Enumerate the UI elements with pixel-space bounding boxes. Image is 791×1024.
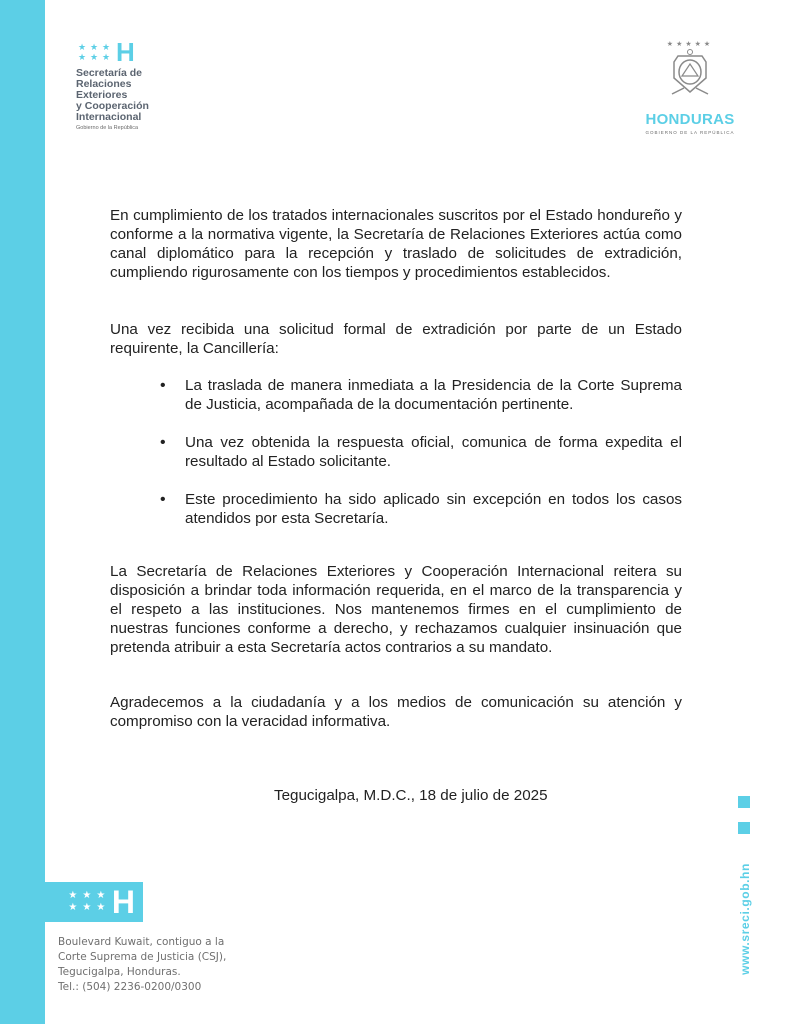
honduras-seal-logo: [640, 40, 740, 135]
list-item: • Una vez obtenida la respuesta oficial, comunica de forma expedita el resultado al Estado solicitante.: [110, 433, 682, 471]
footer-logo: [45, 882, 143, 922]
paragraph-2: Una vez recibida una solicitud formal de extradición por parte de un Estado requirente, la Cancillería:: [110, 321, 682, 357]
seal-stars-icon: ★★★★★: [666, 41, 714, 48]
ministry-logo-mark: [76, 37, 186, 67]
ministry-name: Secretaría de Relaciones Exteriores y Cooperación Internacional: [76, 67, 149, 123]
dateline: Tegucigalpa, M.D.C., 18 de julio de 2025: [274, 787, 548, 804]
country-name: HONDURAS: [645, 111, 735, 128]
footer-h-letter: H: [111, 884, 135, 920]
paragraph-1: En cumplimiento de los tratados internacionales suscritos por el Estado hondureño y conforme a la normativa vigente, la Secretaría de Relaciones Exteriores actúa como canal diplomático para la recepción y traslado de solicitudes de extradición, cumpliendo rigurosamente con los tiempos y procedimientos establecidos.: [110, 207, 682, 281]
decorative-square-icon: [738, 796, 750, 808]
star-icon-group: ★ ★ ★ ★ ★ ★: [77, 42, 111, 62]
ministry-logo: [76, 37, 186, 131]
decorative-square-icon: [738, 822, 750, 834]
side-accent-band: [0, 0, 45, 1024]
country-subtitle: GOBIERNO DE LA REPÚBLICA: [645, 130, 735, 135]
coat-of-arms-icon: [668, 48, 712, 100]
list-item: • Este procedimiento ha sido aplicado sin excepción en todos los casos atendidos por esta Secretaría.: [110, 490, 682, 528]
paragraph-4: Agradecemos a la ciudadanía y a los medios de comunicación su atención y compromiso con la veracidad informativa.: [110, 694, 682, 730]
logo-h-letter: H: [116, 37, 135, 67]
footer-star-icon-group: ★ ★ ★ ★ ★ ★: [68, 890, 106, 913]
procedure-list: [110, 376, 682, 528]
paragraph-3: La Secretaría de Relaciones Exteriores y Cooperación Internacional reitera su disposición a brindar toda información requerida, en el marco de la transparencia y el respeto a las instituciones. Nos mantenemos firmes en el cumplimiento de nuestras funciones conforme a derecho, y rechazamos cualquier insinuación que pretenda atribuir a esta Secretaría actos contrarios a su mandato.: [110, 563, 682, 656]
website-link[interactable]: www.sreci.gob.hn: [738, 863, 752, 975]
footer-address: Boulevard Kuwait, contiguo a la Corte Suprema de Justicia (CSJ), Tegucigalpa, Honduras. Tel.: (504) 2236-0200/0300: [58, 936, 227, 993]
list-item: • La traslada de manera inmediata a la Presidencia de la Corte Suprema de Justicia, acompañada de la documentación pertinente.: [110, 376, 682, 414]
government-subtitle: Gobierno de la República: [76, 125, 139, 131]
